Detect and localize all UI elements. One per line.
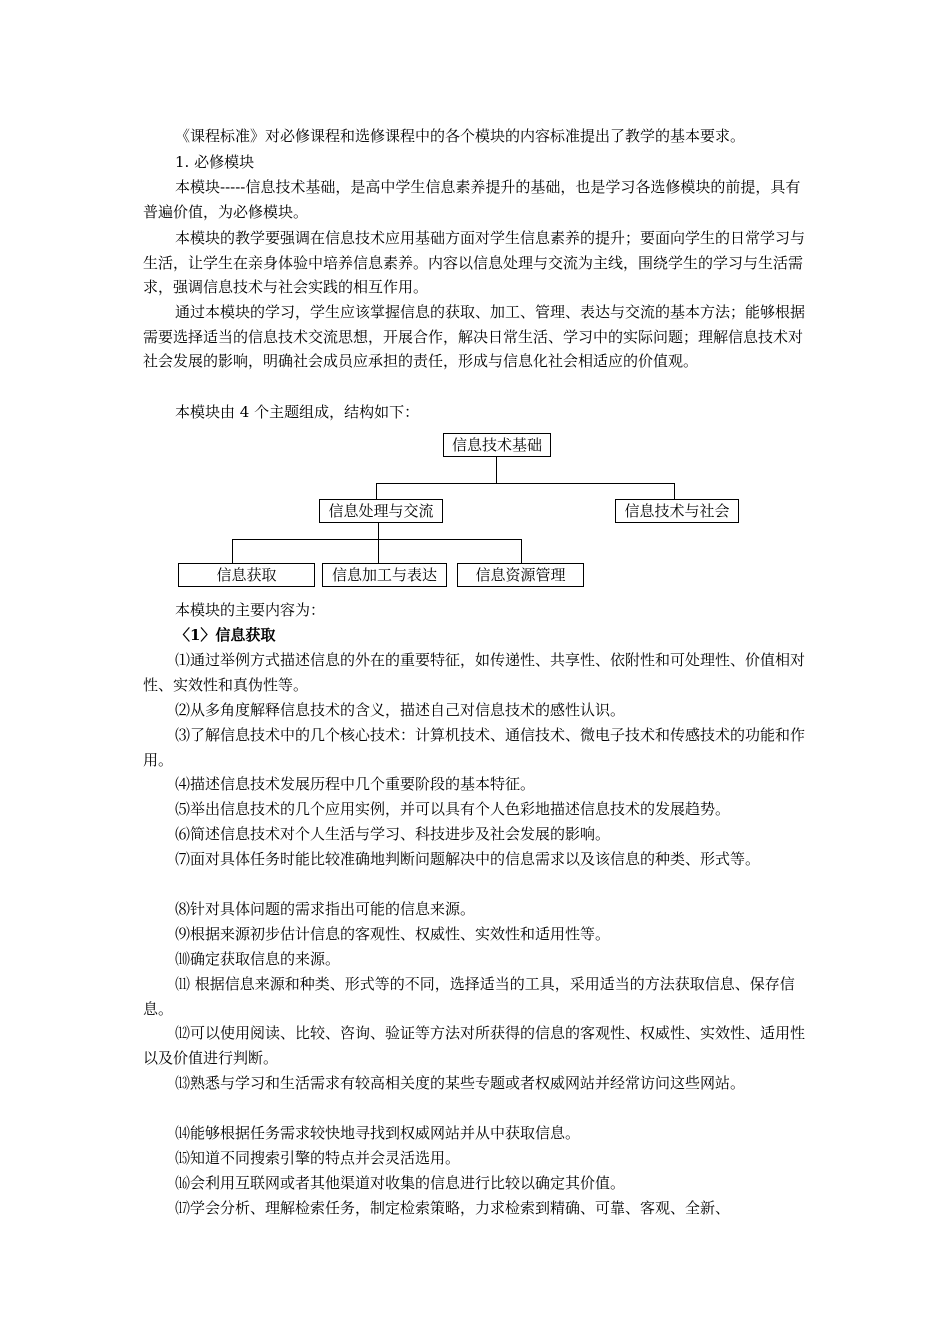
diagram-leaf-2: 信息加工与表达 (322, 563, 447, 587)
diagram-branch-right: 信息技术与社会 (615, 499, 739, 523)
connector-line (376, 483, 377, 499)
list-item: ⑶了解信息技术中的几个核心技术：计算机技术、通信技术、微电子技术和传感技术的功能和作用。 (143, 726, 806, 769)
paragraph-main-content: 本模块的主要内容为： (175, 601, 326, 619)
paragraph-learning: 通过本模块的学习，学生应该掌握信息的获取、加工、管理、表达与交流的基本方法；能够根据需要选择适当的信息技术交流思想，开展合作，解决日常生活、学习中的实际问题；理解信息技术对社会发展的影响，明确社会成员应承担的责任，形成与信息化社会相适应的价值观。 (143, 303, 806, 370)
list-item: ⑷描述信息技术发展历程中几个重要阶段的基本特征。 (175, 775, 536, 793)
list-item: ⑺面对具体任务时能比较准确地判断问题解决中的信息需求以及该信息的种类、形式等。 (175, 850, 761, 868)
diagram-branch-left: 信息处理与交流 (319, 499, 443, 523)
list-item: ⑻针对具体问题的需求指出可能的信息来源。 (175, 900, 476, 918)
connector-line (496, 457, 497, 483)
connector-line (674, 483, 675, 499)
list-item: ⑹简述信息技术对个人生活与学习、科技进步及社会发展的影响。 (175, 825, 611, 843)
list-item: ⑴通过举例方式描述信息的外在的重要特征，如传递性、共享性、依附性和可处理性、价值相对性、实效性和真伪性等。 (143, 651, 806, 694)
intro-paragraph: 《课程标准》对必修课程和选修课程中的各个模块的内容标准提出了教学的基本要求。 (175, 127, 746, 145)
list-item: ⑸举出信息技术的几个应用实例，并可以具有个人色彩地描述信息技术的发展趋势。 (175, 800, 731, 818)
paragraph-module-intro: 本模块-----信息技术基础，是高中学生信息素养提升的基础，也是学习各选修模块的前提，具有普遍价值，为必修模块。 (143, 178, 801, 221)
diagram-leaf-1: 信息获取 (178, 563, 315, 587)
list-item: ⒁能够根据任务需求较快地寻找到权威网站并从中获取信息。 (175, 1124, 581, 1142)
diagram-root: 信息技术基础 (443, 433, 551, 457)
connector-line (232, 539, 233, 563)
paragraph-teaching: 本模块的教学要强调在信息技术应用基础方面对学生信息素养的提升；要面向学生的日常学习与生活，让学生在亲身体验中培养信息素养。内容以信息处理与交流为主线，围绕学生的学习与生活需求，强调信息技术与社会实践的相互作用。 (143, 229, 806, 296)
list-item: ⑽确定获取信息的来源。 (175, 950, 341, 968)
list-item: ⒃会利用互联网或者其他渠道对收集的信息进行比较以确定其价值。 (175, 1174, 626, 1192)
list-item: ⑼根据来源初步估计信息的客观性、权威性、实效性和适用性等。 (175, 925, 611, 943)
connector-line (378, 539, 379, 563)
connector-line (232, 539, 521, 540)
section-heading: 1. 必修模块 (175, 153, 255, 171)
list-item: ⑵从多角度解释信息技术的含义，描述自己对信息技术的感性认识。 (175, 701, 626, 719)
connector-line (378, 523, 379, 539)
list-item: ⒄学会分析、理解检索任务，制定检索策略，力求检索到精确、可靠、客观、全新、 (175, 1199, 731, 1217)
list-item: ⑿可以使用阅读、比较、咨询、验证等方法对所获得的信息的客观性、权威性、实效性、适用性以及价值进行判断。 (143, 1024, 806, 1067)
subsection-heading: 〈1〉信息获取 (175, 626, 276, 644)
paragraph-structure: 本模块由 4 个主题组成，结构如下： (175, 403, 420, 421)
diagram-leaf-3: 信息资源管理 (457, 563, 584, 587)
connector-line (376, 483, 674, 484)
list-item: ⑾ 根据信息来源和种类、形式等的不同，选择适当的工具，采用适当的方法获取信息、保存信息。 (143, 975, 795, 1018)
connector-line (521, 539, 522, 563)
structure-diagram (170, 428, 770, 593)
list-item: ⒂知道不同搜索引擎的特点并会灵活选用。 (175, 1149, 461, 1167)
list-item: ⒀熟悉与学习和生活需求有较高相关度的某些专题或者权威网站并经常访问这些网站。 (175, 1074, 746, 1092)
